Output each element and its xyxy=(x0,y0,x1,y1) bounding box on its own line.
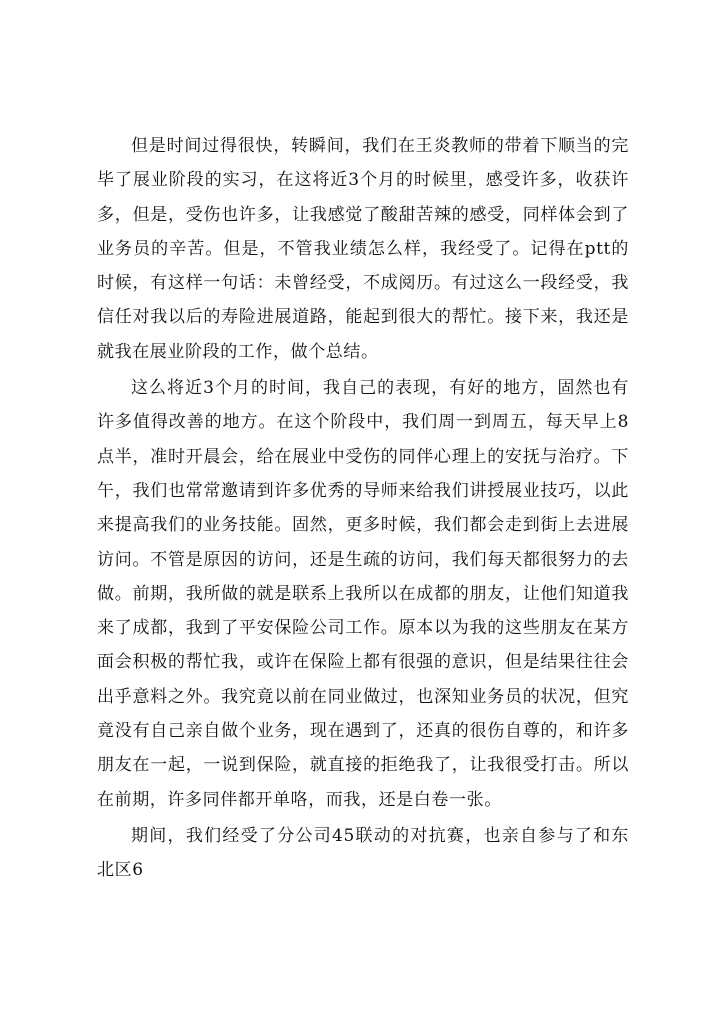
paragraph-3: 期间，我们经受了分公司45联动的对抗赛，也亲自参与了和东北区6 xyxy=(97,825,629,881)
paragraph-1: 但是时间过得很快，转瞬间，我们在王炎教师的带着下顺当的完毕了展业阶段的实习，在这将近3个月的时候里，感受许多，收获许多，但是，受伤也许多，让我感觉了酸甜苦辣的感受，同样体会到了业务员的辛苦。但是，不管我业绩怎么样，我经受了。记得在ptt的时候，有这样一句话：未曾经受，不成阅历。有过这么一段经受，我信任对我以后的寿险进展道路，能起到很大的帮忙。接下来，我还是就我在展业阶段的工作，做个总结。 xyxy=(97,136,629,362)
paragraph-2: 这么将近3个月的时间，我自己的表现，有好的地方，固然也有许多值得改善的地方。在这个阶段中，我们周一到周五，每天早上8点半，准时开晨会，给在展业中受伤的同伴心理上的安抚与治疗。下午，我们也常常邀请到许多优秀的导师来给我们讲授展业技巧，以此来提高我们的业务技能。固然，更多时候，我们都会走到街上去进展访问。不管是原因的访问，还是生疏的访问，我们每天都很努力的去做。前期，我所做的就是联系上我所以在成都的朋友，让他们知道我来了成都，我到了平安保险公司工作。原本以为我的这些朋友在某方面会积极的帮忙我，或许在保险上都有很强的意识，但是结果往往会出乎意料之外。我究竟以前在同业做过，也深知业务员的状况，但究竟没有自己亲自做个业务，现在遇到了，还真的很伤自尊的，和许多朋友在一起，一说到保险，就直接的拒绝我了，让我很受打击。所以在前期，许多同伴都开单咯，而我，还是白卷一张。 xyxy=(97,378,629,810)
document-body xyxy=(97,129,629,888)
